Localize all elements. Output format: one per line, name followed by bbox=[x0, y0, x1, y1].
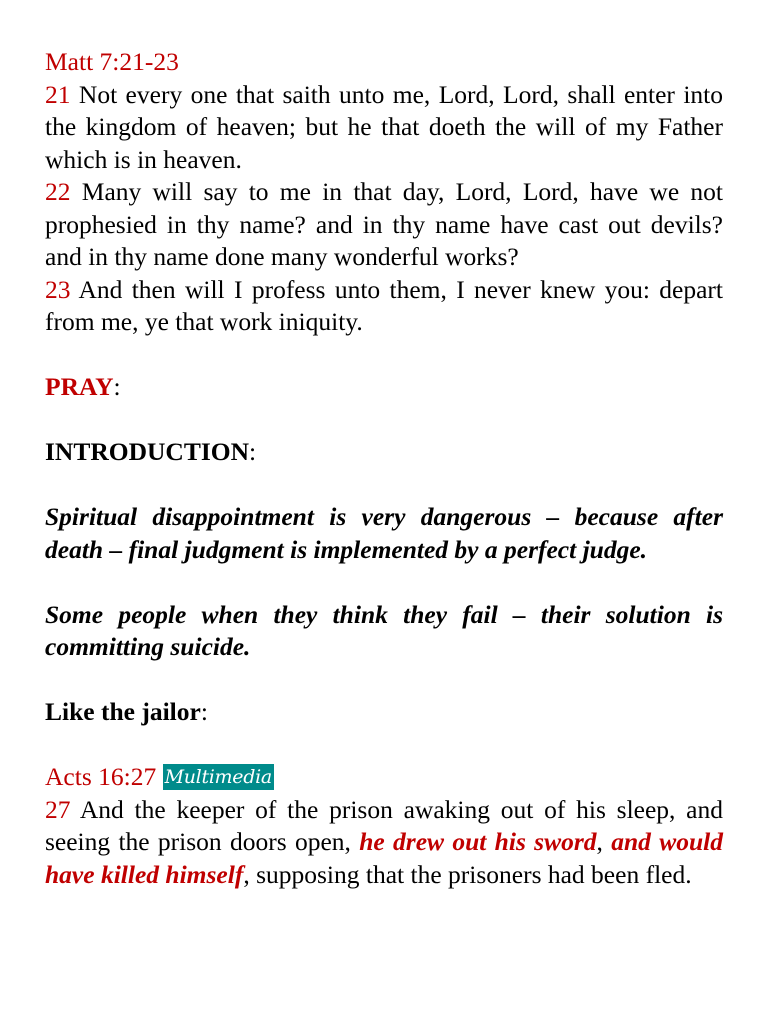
scripture-reference-matt: Matt 7:21-23 bbox=[45, 47, 179, 76]
verse-separator: , bbox=[596, 827, 603, 856]
verse-23 bbox=[45, 274, 723, 339]
spacer bbox=[45, 404, 723, 437]
document-page bbox=[45, 46, 723, 891]
scripture-reference-acts bbox=[45, 761, 723, 794]
verse-number: 21 bbox=[45, 79, 71, 109]
introduction-label: INTRODUCTION bbox=[45, 437, 250, 466]
verse-highlight: and would have killed himself bbox=[45, 827, 723, 889]
intro-paragraph-2: Some people when they think they fail – their solution is committing suicide. bbox=[45, 599, 723, 661]
verse-27 bbox=[45, 794, 723, 892]
introduction-colon: : bbox=[249, 437, 257, 466]
verse-highlight: he drew out his sword bbox=[359, 827, 597, 856]
verse-text: Many will say to me in that day, Lord, Lord, have we not prophesied in thy name? and in thy name have cast out devils? and in thy name done many wonderful works? bbox=[45, 177, 724, 271]
spacer bbox=[45, 664, 723, 697]
jailor-heading bbox=[45, 696, 723, 729]
verse-text: And the keeper of the prison awaking out of his sleep, and seeing the prison doors open, bbox=[45, 794, 723, 856]
verse-number: 22 bbox=[45, 177, 71, 206]
verse-text: Not every one that saith unto me, Lord, Lord, shall enter into the kingdom of heaven; but he that doeth the will of my Father which is in heaven. bbox=[45, 79, 723, 174]
intro-paragraph-1: Spiritual disappointment is very dangerous – because after death – final judgment is implemented by a perfect judge. bbox=[45, 502, 723, 564]
pray-label: PRAY bbox=[45, 372, 114, 401]
spacer bbox=[45, 566, 723, 599]
spacer bbox=[45, 729, 723, 762]
verse-text: , supposing that the prisoners had been fled. bbox=[243, 859, 692, 889]
spacer bbox=[45, 469, 723, 502]
pray-colon: : bbox=[113, 372, 121, 401]
jailor-colon: : bbox=[200, 697, 208, 726]
multimedia-link-badge[interactable]: Multimedia bbox=[164, 766, 272, 788]
verse-number: 27 bbox=[45, 794, 71, 824]
introduction-heading bbox=[45, 436, 723, 469]
verse-21 bbox=[45, 79, 723, 177]
jailor-label: Like the jailor bbox=[45, 697, 201, 726]
verse-number: 23 bbox=[45, 274, 71, 304]
verse-text: And then will I profess unto them, I never knew you: depart from me, ye that work iniquity. bbox=[45, 274, 724, 336]
verse-22 bbox=[45, 176, 723, 274]
pray-heading bbox=[45, 371, 723, 404]
spacer bbox=[45, 339, 723, 372]
acts-reference-text: Acts 16:27 bbox=[45, 762, 157, 791]
